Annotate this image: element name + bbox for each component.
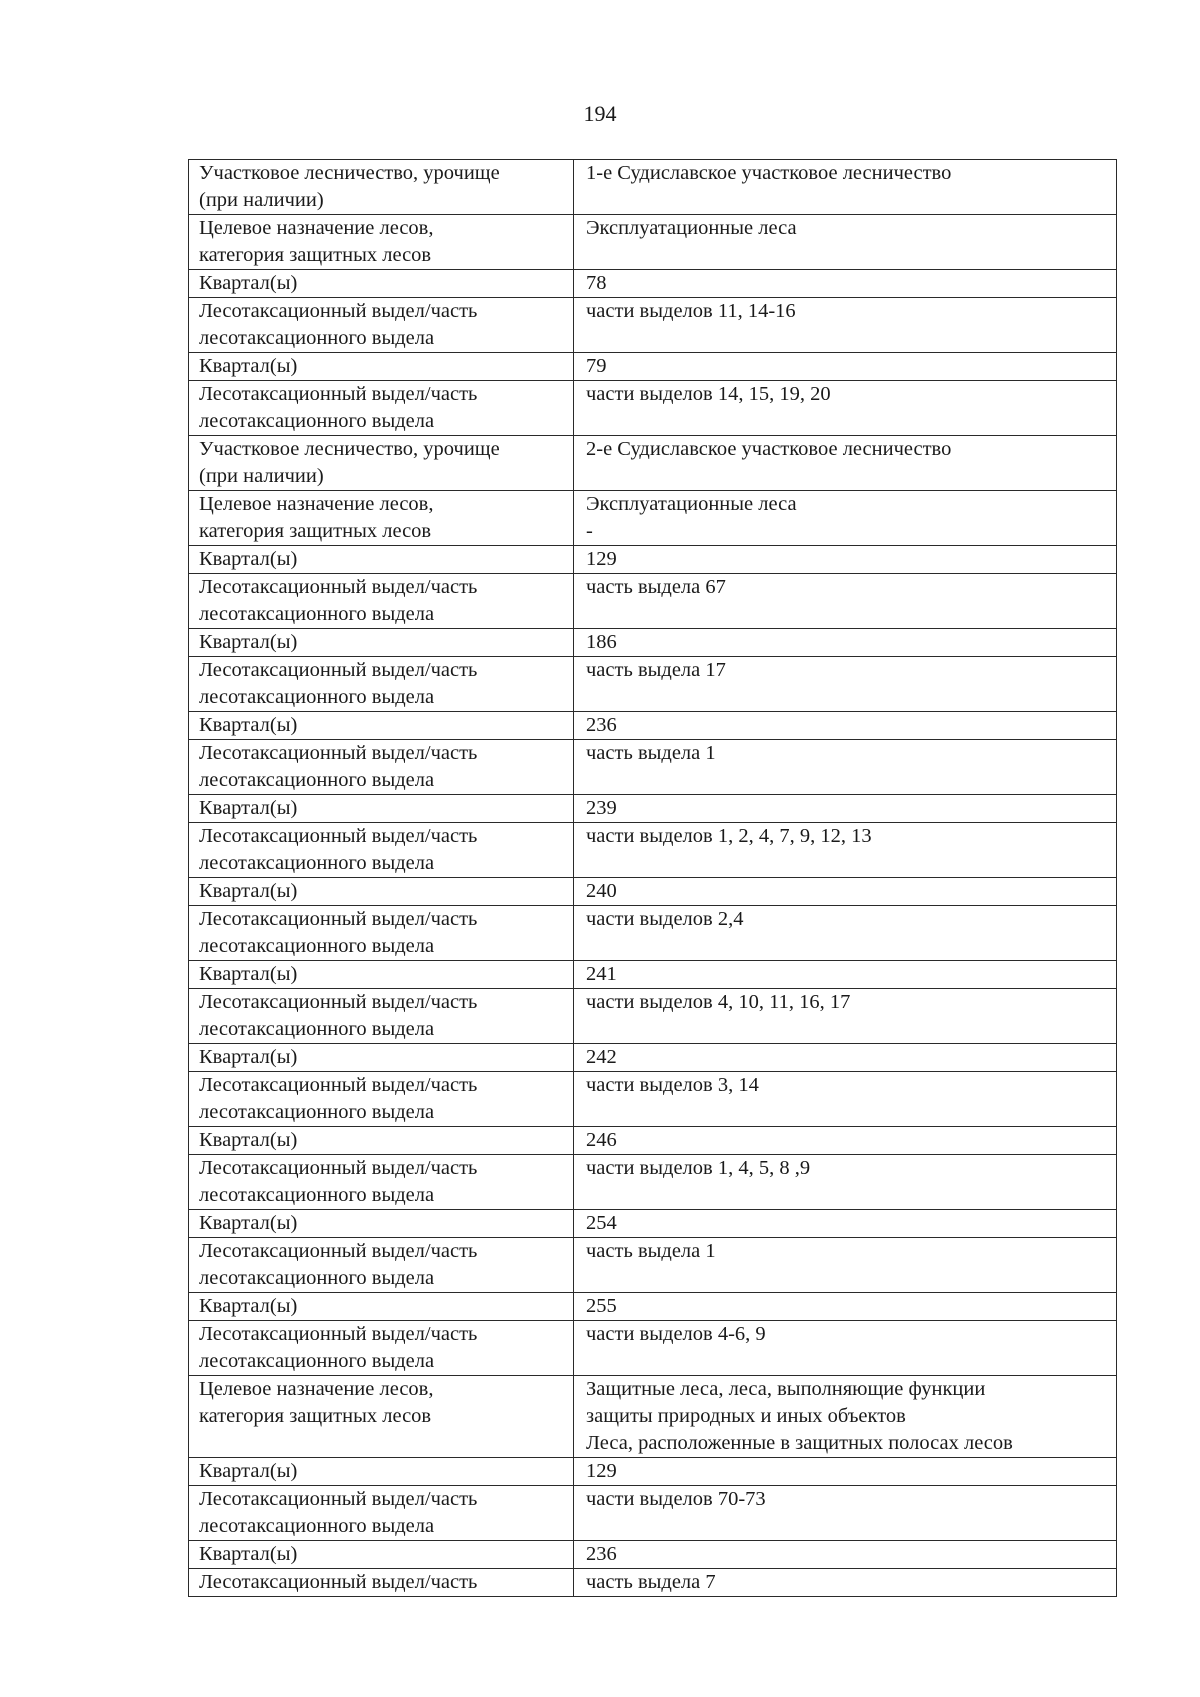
row-value-cell xyxy=(574,823,1117,878)
table-row xyxy=(189,491,1117,546)
row-value-line: 129 xyxy=(586,548,617,570)
row-label-line: Квартал(ы) xyxy=(199,797,298,819)
row-label-cell xyxy=(189,353,574,381)
row-label-line: лесотаксационного выдела xyxy=(199,1018,435,1040)
row-value-line: Защитные леса, леса, выполняющие функции xyxy=(586,1378,986,1400)
row-label-line: Квартал(ы) xyxy=(199,355,298,377)
table-row xyxy=(189,906,1117,961)
row-label-cell xyxy=(189,989,574,1044)
row-label-line: Лесотаксационный выдел/часть xyxy=(199,825,478,847)
table-row xyxy=(189,270,1117,298)
forestry-table-body xyxy=(189,160,1117,1597)
row-value-line: 78 xyxy=(586,272,607,294)
row-label-line: Лесотаксационный выдел/часть xyxy=(199,659,478,681)
row-value-line: защиты природных и иных объектов xyxy=(586,1405,906,1427)
row-label-cell xyxy=(189,1541,574,1569)
row-label-cell xyxy=(189,298,574,353)
table-row xyxy=(189,381,1117,436)
row-label-line: Участковое лесничество, урочище xyxy=(199,438,500,460)
row-value-cell xyxy=(574,657,1117,712)
row-value-cell xyxy=(574,878,1117,906)
row-value-cell xyxy=(574,712,1117,740)
row-label-line: Лесотаксационный выдел/часть xyxy=(199,1157,478,1179)
row-label-cell xyxy=(189,1155,574,1210)
table-row xyxy=(189,1293,1117,1321)
row-label-line: категория защитных лесов xyxy=(199,1405,432,1427)
row-value-line: 241 xyxy=(586,963,617,985)
table-row xyxy=(189,961,1117,989)
table-row xyxy=(189,1541,1117,1569)
row-value-line: часть выдела 1 xyxy=(586,742,716,764)
row-label-cell xyxy=(189,961,574,989)
page-number: 194 xyxy=(583,101,617,126)
row-value-cell xyxy=(574,215,1117,270)
table-row xyxy=(189,629,1117,657)
row-value-cell xyxy=(574,491,1117,546)
row-value-line: часть выдела 7 xyxy=(586,1571,716,1593)
row-value-line: части выделов 11, 14-16 xyxy=(586,300,796,322)
row-value-cell xyxy=(574,574,1117,629)
row-label-line: Квартал(ы) xyxy=(199,1543,298,1565)
row-label-line: лесотаксационного выдела xyxy=(199,1267,435,1289)
row-label-cell xyxy=(189,1321,574,1376)
row-label-cell xyxy=(189,1486,574,1541)
table-row xyxy=(189,989,1117,1044)
row-label-cell xyxy=(189,1210,574,1238)
row-label-cell xyxy=(189,657,574,712)
row-value-cell xyxy=(574,270,1117,298)
row-label-cell xyxy=(189,1569,574,1597)
table-row xyxy=(189,712,1117,740)
row-value-line: 236 xyxy=(586,714,617,736)
table-row xyxy=(189,1210,1117,1238)
row-label-line: (при наличии) xyxy=(199,189,324,211)
row-value-line: 79 xyxy=(586,355,607,377)
row-label-line: Лесотаксационный выдел/часть xyxy=(199,1240,478,1262)
row-value-cell xyxy=(574,740,1117,795)
row-value-line: Леса, расположенные в защитных полосах лесов xyxy=(586,1432,1013,1454)
table-row xyxy=(189,1155,1117,1210)
row-label-line: Квартал(ы) xyxy=(199,1295,298,1317)
row-label-cell xyxy=(189,1458,574,1486)
row-value-line: части выделов 3, 14 xyxy=(586,1074,759,1096)
row-label-cell xyxy=(189,823,574,878)
table-row xyxy=(189,1044,1117,1072)
row-label-cell xyxy=(189,491,574,546)
row-value-line: части выделов 14, 15, 19, 20 xyxy=(586,383,831,405)
table-row xyxy=(189,215,1117,270)
row-label-line: лесотаксационного выдела xyxy=(199,410,435,432)
row-value-line: 242 xyxy=(586,1046,617,1068)
row-label-line: Лесотаксационный выдел/часть xyxy=(199,742,478,764)
row-value-cell xyxy=(574,436,1117,491)
table-row xyxy=(189,546,1117,574)
table-row xyxy=(189,823,1117,878)
row-label-line: (при наличии) xyxy=(199,465,324,487)
row-label-line: Лесотаксационный выдел/часть xyxy=(199,991,478,1013)
row-label-line: лесотаксационного выдела xyxy=(199,1184,435,1206)
row-label-line: Целевое назначение лесов, xyxy=(199,493,434,515)
row-label-line: Квартал(ы) xyxy=(199,1460,298,1482)
row-label-line: Квартал(ы) xyxy=(199,1046,298,1068)
table-row xyxy=(189,1458,1117,1486)
row-label-line: лесотаксационного выдела xyxy=(199,769,435,791)
row-label-line: Квартал(ы) xyxy=(199,272,298,294)
row-label-line: лесотаксационного выдела xyxy=(199,327,435,349)
row-value-cell xyxy=(574,298,1117,353)
table-row xyxy=(189,1376,1117,1458)
row-label-cell xyxy=(189,1072,574,1127)
row-value-cell xyxy=(574,1210,1117,1238)
row-label-line: Целевое назначение лесов, xyxy=(199,1378,434,1400)
table-row xyxy=(189,1321,1117,1376)
row-label-cell xyxy=(189,1293,574,1321)
row-label-line: категория защитных лесов xyxy=(199,244,432,266)
row-value-cell xyxy=(574,1293,1117,1321)
row-value-line: части выделов 4, 10, 11, 16, 17 xyxy=(586,991,851,1013)
table-row xyxy=(189,795,1117,823)
row-value-cell xyxy=(574,906,1117,961)
table-row xyxy=(189,1238,1117,1293)
row-label-cell xyxy=(189,1376,574,1458)
row-label-cell xyxy=(189,215,574,270)
row-value-line: часть выдела 1 xyxy=(586,1240,716,1262)
table-row xyxy=(189,298,1117,353)
row-label-line: Квартал(ы) xyxy=(199,631,298,653)
row-value-cell xyxy=(574,795,1117,823)
table-row xyxy=(189,878,1117,906)
row-label-cell xyxy=(189,629,574,657)
row-label-line: лесотаксационного выдела xyxy=(199,935,435,957)
row-value-line: части выделов 2,4 xyxy=(586,908,744,930)
table-row xyxy=(189,160,1117,215)
row-value-cell xyxy=(574,1238,1117,1293)
table-row xyxy=(189,574,1117,629)
row-value-cell xyxy=(574,1569,1117,1597)
row-value-line: 1-е Судиславское участковое лесничество xyxy=(586,162,952,184)
row-value-cell xyxy=(574,1155,1117,1210)
row-label-cell xyxy=(189,740,574,795)
row-value-cell xyxy=(574,1127,1117,1155)
row-label-cell xyxy=(189,1044,574,1072)
row-value-cell xyxy=(574,1321,1117,1376)
table-row xyxy=(189,1127,1117,1155)
row-label-line: Лесотаксационный выдел/часть xyxy=(199,576,478,598)
row-label-line: Квартал(ы) xyxy=(199,548,298,570)
row-value-line: Эксплуатационные леса xyxy=(586,493,797,515)
row-value-cell xyxy=(574,381,1117,436)
row-label-cell xyxy=(189,1238,574,1293)
row-label-line: Квартал(ы) xyxy=(199,963,298,985)
row-label-line: Лесотаксационный выдел/часть xyxy=(199,1323,478,1345)
table-row xyxy=(189,353,1117,381)
row-value-cell xyxy=(574,1044,1117,1072)
table-row xyxy=(189,657,1117,712)
row-label-line: Участковое лесничество, урочище xyxy=(199,162,500,184)
row-value-line: 240 xyxy=(586,880,617,902)
row-label-line: лесотаксационного выдела xyxy=(199,1101,435,1123)
row-value-line: 186 xyxy=(586,631,617,653)
row-label-line: Лесотаксационный выдел/часть xyxy=(199,1074,478,1096)
row-label-line: Квартал(ы) xyxy=(199,1212,298,1234)
row-value-line: части выделов 1, 4, 5, 8 ,9 xyxy=(586,1157,811,1179)
row-label-line: Квартал(ы) xyxy=(199,714,298,736)
table-row xyxy=(189,1569,1117,1597)
table-row xyxy=(189,436,1117,491)
row-label-cell xyxy=(189,381,574,436)
row-value-cell xyxy=(574,353,1117,381)
row-label-cell xyxy=(189,906,574,961)
row-label-line: лесотаксационного выдела xyxy=(199,852,435,874)
row-label-line: Лесотаксационный выдел/часть xyxy=(199,908,478,930)
row-label-cell xyxy=(189,574,574,629)
row-value-line: 236 xyxy=(586,1543,617,1565)
row-label-line: Квартал(ы) xyxy=(199,880,298,902)
row-label-cell xyxy=(189,436,574,491)
forestry-table xyxy=(188,159,1117,1597)
row-label-cell xyxy=(189,270,574,298)
row-value-line: 129 xyxy=(586,1460,617,1482)
row-label-cell xyxy=(189,546,574,574)
row-value-line: части выделов 70-73 xyxy=(586,1488,766,1510)
row-value-cell xyxy=(574,1486,1117,1541)
row-value-cell xyxy=(574,989,1117,1044)
row-value-line: часть выдела 67 xyxy=(586,576,726,598)
row-label-line: лесотаксационного выдела xyxy=(199,603,435,625)
row-label-line: Лесотаксационный выдел/часть xyxy=(199,300,478,322)
table-row xyxy=(189,740,1117,795)
row-value-cell xyxy=(574,961,1117,989)
row-label-line: Лесотаксационный выдел/часть xyxy=(199,1571,478,1593)
row-value-cell xyxy=(574,546,1117,574)
row-label-line: лесотаксационного выдела xyxy=(199,1515,435,1537)
row-label-line: категория защитных лесов xyxy=(199,520,432,542)
row-label-line: Лесотаксационный выдел/часть xyxy=(199,1488,478,1510)
row-label-cell xyxy=(189,795,574,823)
row-value-line: Эксплуатационные леса xyxy=(586,217,797,239)
row-label-cell xyxy=(189,1127,574,1155)
row-label-line: Целевое назначение лесов, xyxy=(199,217,434,239)
row-value-line: часть выдела 17 xyxy=(586,659,726,681)
row-label-cell xyxy=(189,160,574,215)
row-value-line: 254 xyxy=(586,1212,617,1234)
row-label-line: Квартал(ы) xyxy=(199,1129,298,1151)
row-value-cell xyxy=(574,160,1117,215)
row-value-cell xyxy=(574,1541,1117,1569)
row-value-line: - xyxy=(586,520,593,542)
row-label-line: лесотаксационного выдела xyxy=(199,1350,435,1372)
row-value-cell xyxy=(574,1376,1117,1458)
row-value-line: 246 xyxy=(586,1129,617,1151)
row-label-line: лесотаксационного выдела xyxy=(199,686,435,708)
row-label-line: Лесотаксационный выдел/часть xyxy=(199,383,478,405)
row-value-line: 2-е Судиславское участковое лесничество xyxy=(586,438,952,460)
row-value-line: части выделов 1, 2, 4, 7, 9, 12, 13 xyxy=(586,825,872,847)
row-value-line: части выделов 4-6, 9 xyxy=(586,1323,766,1345)
table-row xyxy=(189,1072,1117,1127)
row-value-line: 255 xyxy=(586,1295,617,1317)
row-label-cell xyxy=(189,878,574,906)
row-value-cell xyxy=(574,1072,1117,1127)
row-label-cell xyxy=(189,712,574,740)
row-value-line: 239 xyxy=(586,797,617,819)
row-value-cell xyxy=(574,629,1117,657)
table-row xyxy=(189,1486,1117,1541)
row-value-cell xyxy=(574,1458,1117,1486)
